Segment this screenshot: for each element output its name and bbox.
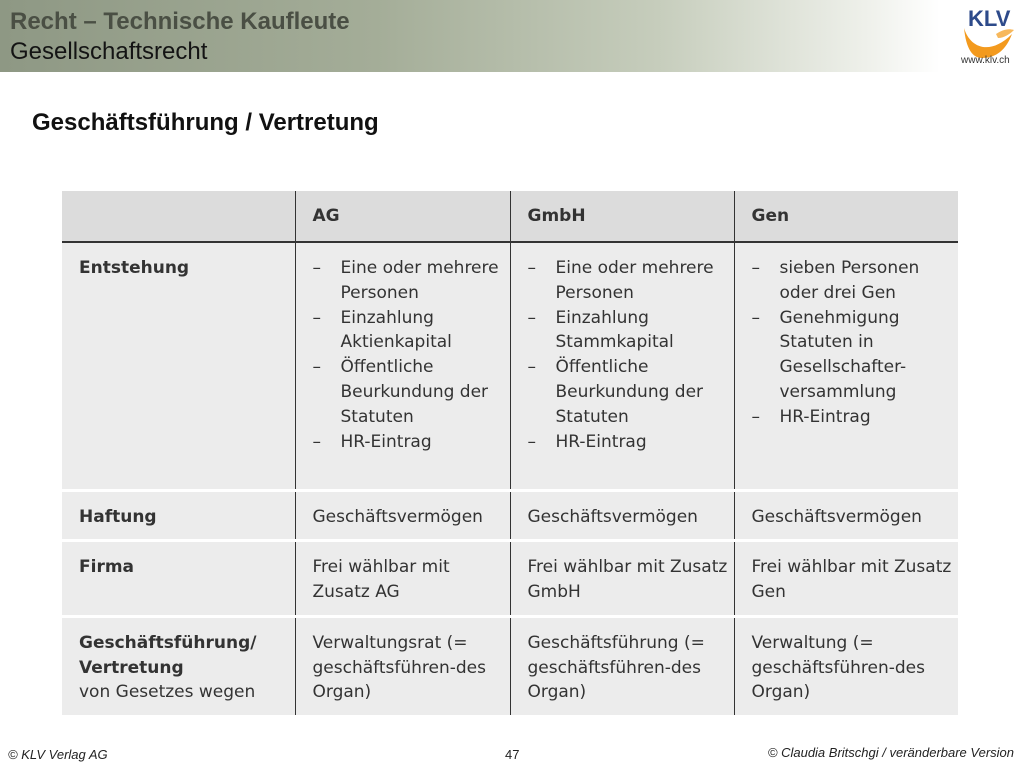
table-row xyxy=(62,616,958,716)
list-item: – Öffentliche Beurkundung der Statuten xyxy=(528,355,728,429)
row-label-entstehung: Entstehung xyxy=(62,242,295,490)
list-item: – Eine oder mehrere Personen xyxy=(313,256,504,306)
header-title: Recht – Technische Kaufleute xyxy=(10,8,350,35)
table-header-row xyxy=(62,191,958,242)
list-item: – sieben Personen oder drei Gen xyxy=(752,256,953,306)
cell-gf-ag: Verwaltungsrat (= geschäftsführen-des Organ) xyxy=(295,616,510,716)
header-cell-gmbh: GmbH xyxy=(510,191,734,242)
cell-gf-gmbh: Geschäftsführung (= geschäftsführen-des Organ) xyxy=(510,616,734,716)
cell-firma-ag: Frei wählbar mit Zusatz AG xyxy=(295,541,510,617)
list-item: – Öffentliche Beurkundung der Statuten xyxy=(313,355,504,429)
list-item: – Einzahlung Stammkapital xyxy=(528,306,728,356)
list-item: – HR-Eintrag xyxy=(313,430,504,455)
logo-url: www.klv.ch xyxy=(961,55,1010,66)
cell-entstehung-ag xyxy=(295,242,510,490)
list-item: – HR-Eintrag xyxy=(528,430,728,455)
row-label-geschaeftsfuehrung xyxy=(62,616,295,716)
list-item: – Genehmigung Statuten in Gesellschafter-versammlung xyxy=(752,306,953,405)
table-row xyxy=(62,242,958,490)
comparison-table xyxy=(62,191,958,718)
cell-entstehung-gmbh xyxy=(510,242,734,490)
row-label-haftung: Haftung xyxy=(62,490,295,541)
row-label-firma: Firma xyxy=(62,541,295,617)
cell-haftung-gen: Geschäftsvermögen xyxy=(734,490,958,541)
cell-entstehung-gen xyxy=(734,242,958,490)
header-subtitle: Gesellschaftsrecht xyxy=(10,38,208,65)
list-item: – HR-Eintrag xyxy=(752,405,953,430)
table-row xyxy=(62,490,958,541)
cell-gf-gen: Verwaltung (= geschäftsführen-des Organ) xyxy=(734,616,958,716)
row-label-normal: von Gesetzes wegen xyxy=(79,682,256,703)
cell-haftung-gmbh: Geschäftsvermögen xyxy=(510,490,734,541)
row-label-bold: Geschäftsführung/ Vertretung xyxy=(79,632,257,678)
cell-haftung-ag: Geschäftsvermögen xyxy=(295,490,510,541)
header-cell-blank xyxy=(62,191,295,242)
list-item: – Eine oder mehrere Personen xyxy=(528,256,728,306)
header-cell-ag: AG xyxy=(295,191,510,242)
cell-firma-gen: Frei wählbar mit Zusatz Gen xyxy=(734,541,958,617)
cell-firma-gmbh: Frei wählbar mit Zusatz GmbH xyxy=(510,541,734,617)
list-item: – Einzahlung Aktienkapital xyxy=(313,306,504,356)
logo-text: KLV xyxy=(968,6,1011,31)
slide-title: Geschäftsführung / Vertretung xyxy=(32,109,379,136)
header-cell-gen: Gen xyxy=(734,191,958,242)
footer-author: © Claudia Britschgi / veränderbare Version xyxy=(767,745,1014,760)
footer-copyright: © KLV Verlag AG xyxy=(8,747,108,762)
table-row xyxy=(62,541,958,617)
page-number: 47 xyxy=(505,747,520,762)
